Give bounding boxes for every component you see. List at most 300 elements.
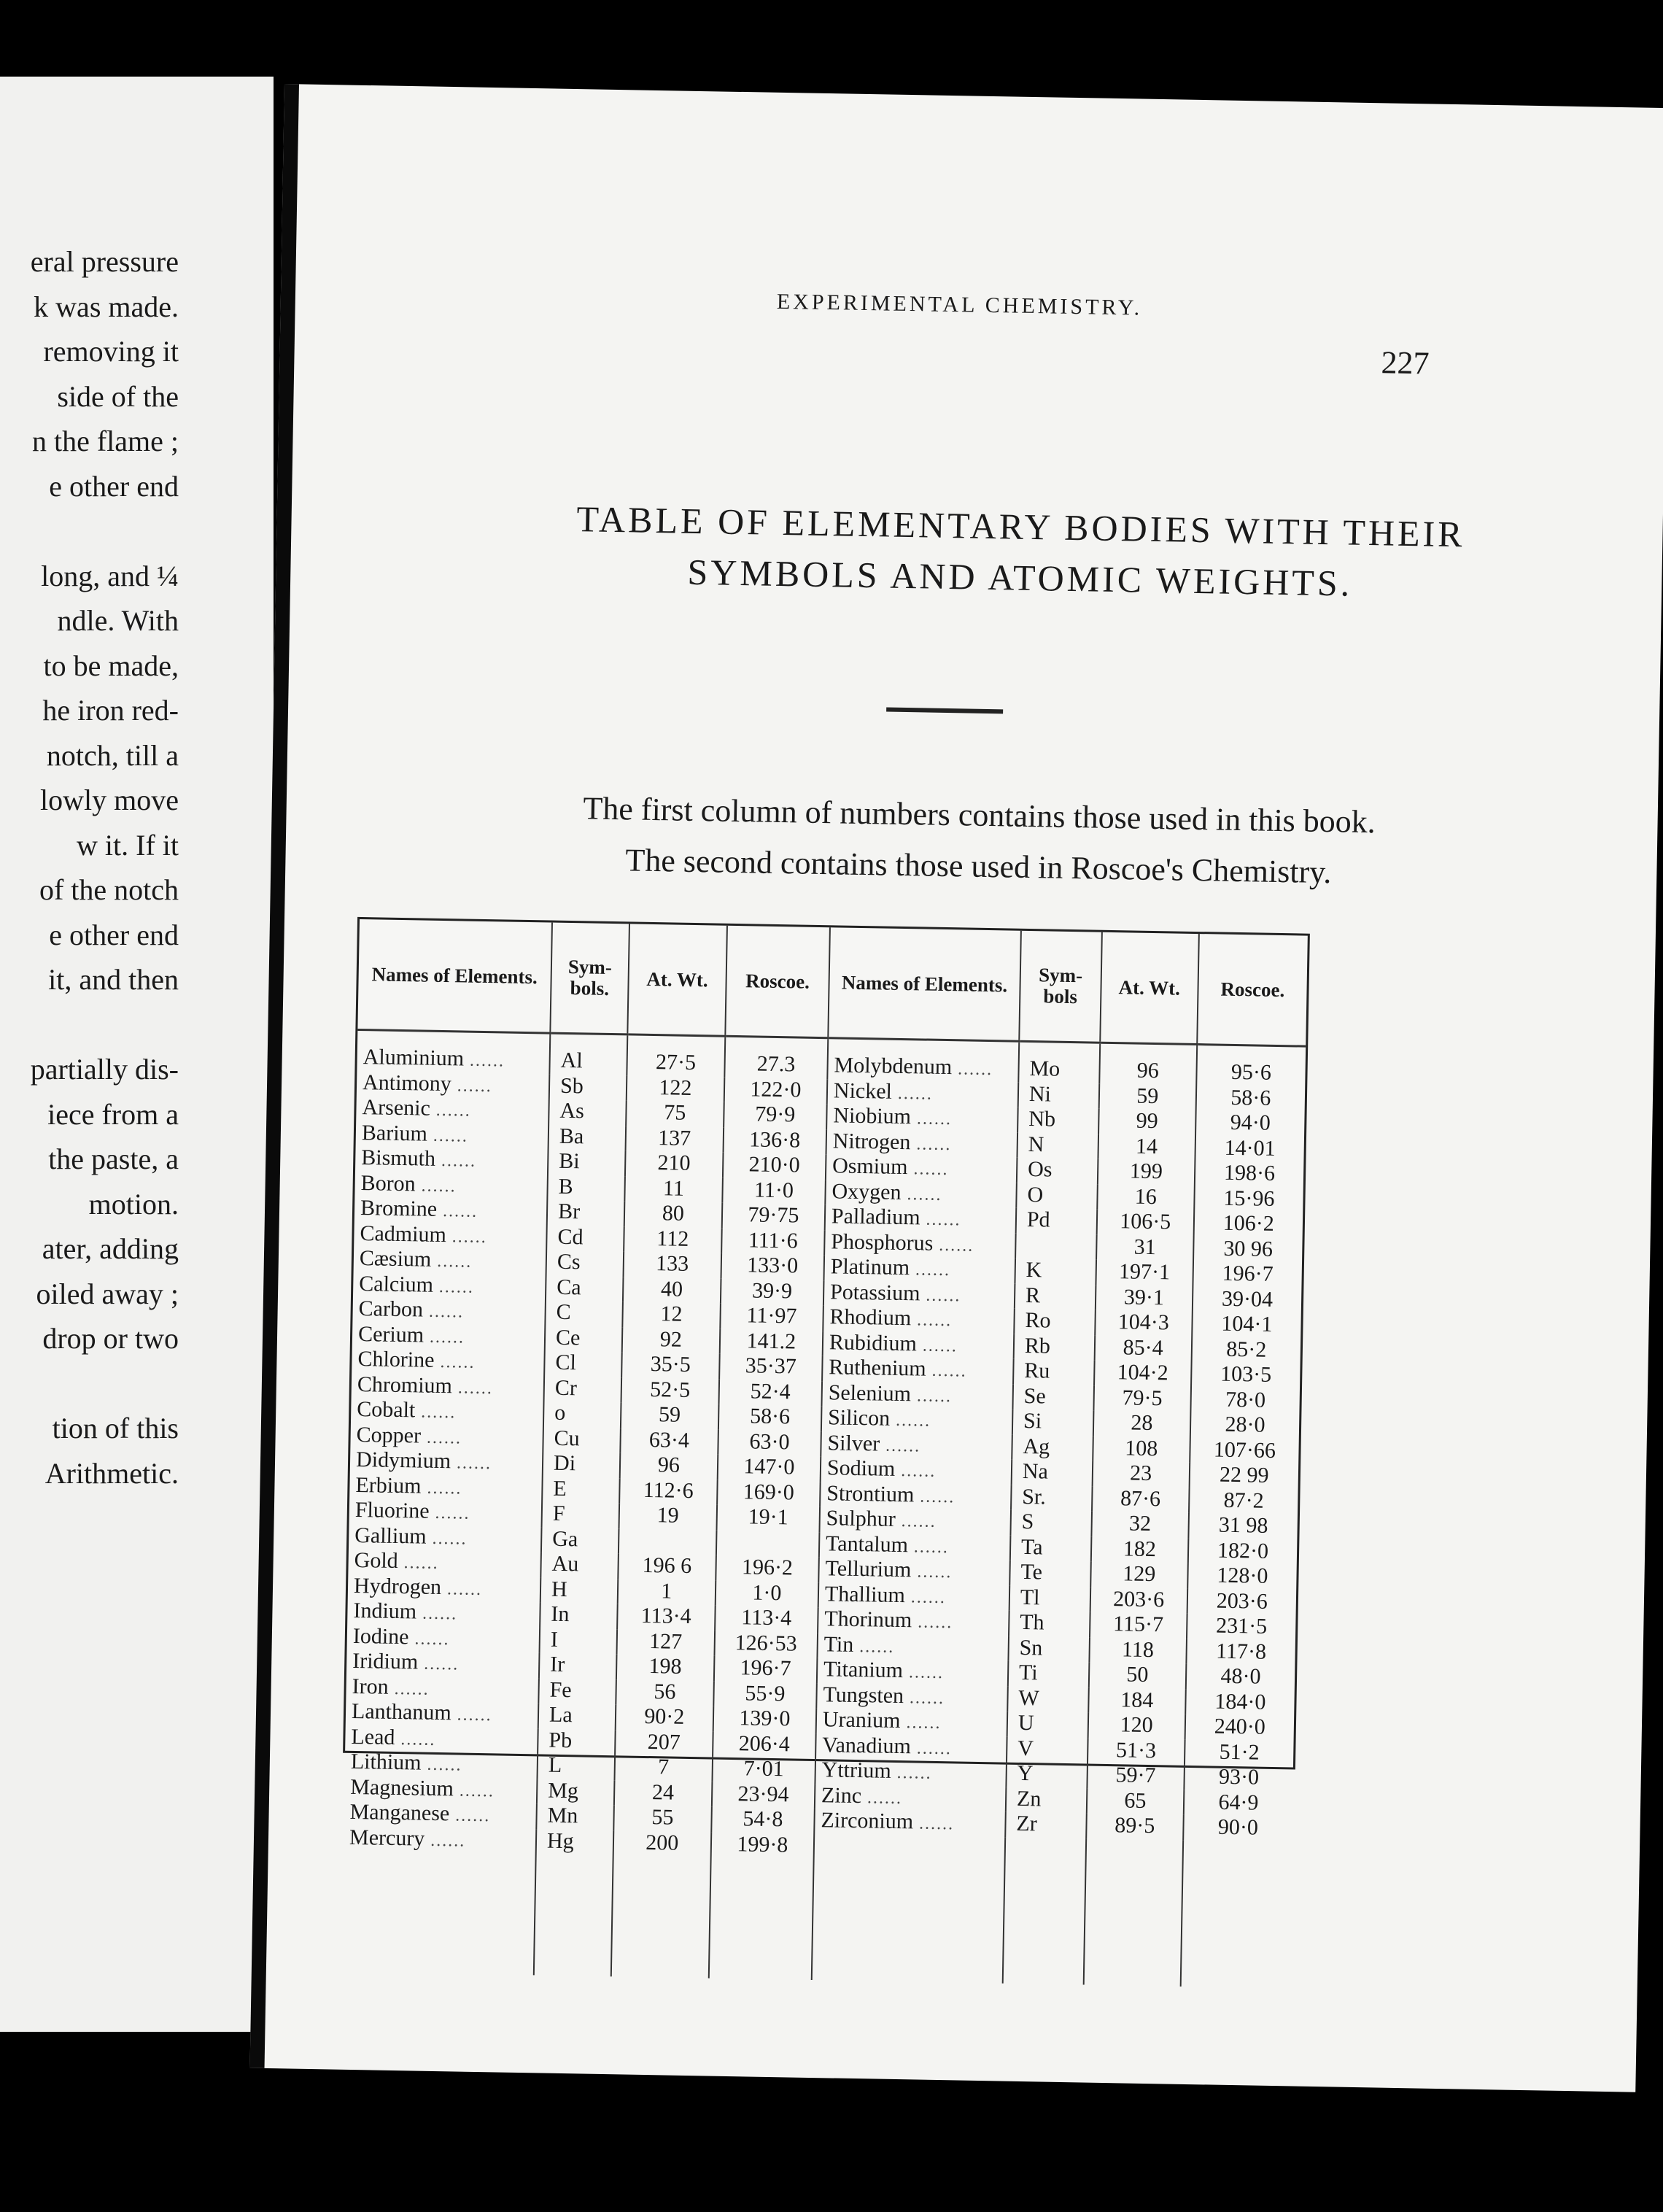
leader-dots: ...... — [902, 1663, 945, 1683]
right-roscoe-weight-cell: 64·9 — [1218, 1790, 1259, 1815]
element-name: Arsenic — [362, 1095, 431, 1121]
left-atomic-weight-cell: 196 6 — [618, 1553, 716, 1580]
left-roscoe-weight-cell: 11·97 — [720, 1304, 823, 1331]
right-atomic-weight-cell: 104·2 — [1094, 1361, 1192, 1388]
leader-dots: ...... — [910, 1310, 953, 1331]
leader-dots: ...... — [450, 1453, 492, 1474]
element-name: Carbon — [358, 1296, 424, 1322]
right-symbol-cell: Ag — [1012, 1434, 1093, 1461]
right-atomic-weight-cell: 106·5 — [1096, 1210, 1194, 1237]
right-atomic-weight-cell: 96 — [1099, 1043, 1197, 1085]
element-name: Zirconium — [821, 1808, 914, 1834]
element-name: Bismuth — [361, 1145, 436, 1171]
elements-table-frame — [343, 917, 1310, 1857]
right-roscoe-weight-cell: 94·0 — [1230, 1110, 1271, 1135]
left-symbol-cell: Mn — [536, 1803, 613, 1830]
element-name: Calcium — [359, 1271, 434, 1297]
left-symbol-cell: E — [542, 1477, 619, 1503]
right-symbol-cell: Sr. — [1011, 1485, 1092, 1511]
right-roscoe-weight-cell: 90·0 — [1217, 1814, 1259, 1840]
right-atomic-weight-cell: 89·5 — [1086, 1814, 1184, 1841]
left-symbol-cell: H — [540, 1577, 618, 1604]
leader-dots: ...... — [423, 1327, 465, 1347]
right-symbol-cell: V — [1007, 1736, 1088, 1763]
element-name: Thorinum — [824, 1606, 912, 1633]
table-header-row — [357, 919, 1307, 1046]
leader-dots: ...... — [441, 1579, 483, 1599]
leader-dots: ...... — [909, 1260, 951, 1280]
left-page-line: oiled away ; — [36, 1277, 179, 1310]
left-atomic-weight-cell: 52·5 — [621, 1377, 719, 1404]
element-name: Cæsium — [359, 1246, 432, 1272]
leader-dots: ...... — [920, 1210, 961, 1230]
right-element-name-cell — [827, 1038, 1019, 1083]
right-roscoe-weight-cell: 39·04 — [1221, 1286, 1274, 1312]
element-name: Niobium — [833, 1103, 912, 1129]
leader-dots: ...... — [415, 1402, 457, 1423]
left-roscoe-weight-cell — [716, 1530, 820, 1557]
leader-dots: ...... — [388, 1679, 430, 1699]
element-name: Palladium — [831, 1204, 920, 1230]
left-roscoe-weight-cell: 139·0 — [713, 1706, 817, 1733]
left-atomic-weight-cell: 207 — [615, 1730, 713, 1757]
right-symbol-cell: Zr — [1005, 1812, 1086, 1838]
left-symbol-cell: I — [540, 1628, 617, 1654]
right-roscoe-weight-cell: 104·1 — [1221, 1311, 1273, 1337]
left-page-line: iece from a — [47, 1097, 179, 1131]
element-name: Chlorine — [357, 1347, 435, 1372]
right-roscoe-weight-cell: 31 98 — [1218, 1512, 1268, 1538]
element-name: Uranium — [822, 1707, 901, 1733]
intro-line2: The second contains those used in Roscoe's Chemistry. — [625, 842, 1332, 891]
left-page — [0, 77, 274, 2032]
right-atomic-weight-cell: 14 — [1098, 1134, 1195, 1161]
left-atomic-weight-cell: 19 — [619, 1503, 717, 1530]
leader-dots: ...... — [920, 1285, 961, 1305]
left-atomic-weight-cell: 7 — [614, 1755, 713, 1782]
left-atomic-weight-cell: 80 — [624, 1201, 723, 1228]
left-roscoe-weight-cell: 7·01 — [712, 1757, 815, 1784]
left-atomic-weight-cell: 137 — [625, 1126, 724, 1153]
header-names: Names of Elements. — [357, 919, 552, 1033]
page-number: 227 — [1381, 344, 1430, 382]
element-name: Selenium — [828, 1380, 912, 1406]
left-page-line: the paste, a — [48, 1142, 179, 1175]
element-name: Magnesium — [349, 1774, 454, 1801]
element-name: Cadmium — [360, 1221, 447, 1247]
left-roscoe-weight-cell: 206·4 — [713, 1731, 816, 1758]
right-atomic-weight-cell — [1083, 1838, 1182, 1986]
element-name: Molybdenum — [834, 1053, 953, 1080]
element-name: Lanthanum — [351, 1698, 451, 1725]
right-atomic-weight-cell: 120 — [1088, 1713, 1185, 1740]
leader-dots: ...... — [451, 1075, 492, 1096]
leader-dots: ...... — [926, 1361, 967, 1381]
left-roscoe-weight-cell: 136·8 — [723, 1127, 826, 1154]
element-name: Iridium — [352, 1648, 419, 1674]
leader-dots: ...... — [426, 1528, 468, 1549]
left-atomic-weight-cell: 113·4 — [617, 1604, 716, 1631]
element-name: Boron — [360, 1170, 416, 1196]
right-roscoe-weight-cell: 22 99 — [1219, 1462, 1269, 1488]
left-page-line: tion of this — [52, 1412, 179, 1445]
leader-dots: ...... — [910, 1738, 953, 1758]
leader-dots: ...... — [951, 1059, 993, 1080]
leader-dots: ...... — [889, 1410, 931, 1431]
left-symbol-cell: Au — [540, 1552, 618, 1578]
leader-dots: ...... — [395, 1729, 436, 1749]
right-roscoe-weight-cell: 14·01 — [1224, 1135, 1276, 1161]
left-page-line: it, and then — [48, 963, 179, 996]
left-roscoe-weight-cell: 141.2 — [720, 1329, 823, 1356]
leader-dots: ...... — [449, 1806, 491, 1826]
right-roscoe-weight-cell: 196·7 — [1222, 1261, 1274, 1286]
title-rule — [886, 708, 1003, 714]
left-roscoe-weight-cell: 11·0 — [722, 1177, 826, 1204]
right-element-name-cell — [812, 1834, 1005, 1984]
leader-dots: ...... — [415, 1175, 457, 1196]
leader-dots: ...... — [429, 1503, 470, 1523]
left-atomic-weight-cell: 56 — [616, 1679, 714, 1706]
right-atomic-weight-cell: 197·1 — [1096, 1260, 1193, 1287]
element-name: Iodine — [352, 1623, 409, 1649]
left-page-line: lowly move — [40, 784, 179, 816]
right-symbol-cell: S — [1010, 1510, 1091, 1536]
left-symbol-cell: Al — [549, 1033, 627, 1075]
right-roscoe-weight-cell: 48·0 — [1220, 1663, 1261, 1689]
left-symbol-cell: Cs — [546, 1250, 624, 1277]
right-symbol-cell: Ta — [1010, 1535, 1091, 1561]
left-symbol-cell: In — [540, 1602, 617, 1628]
element-name: Phosphorus — [831, 1229, 934, 1256]
right-atomic-weight-cell: 28 — [1093, 1411, 1191, 1438]
left-roscoe-weight-cell: 63·0 — [718, 1429, 821, 1456]
right-atomic-weight-cell: 99 — [1098, 1109, 1196, 1136]
leader-dots: ...... — [910, 1385, 953, 1406]
right-roscoe-weight-cell: 182·0 — [1217, 1538, 1269, 1563]
leader-dots: ...... — [431, 1251, 473, 1272]
left-symbol-cell: Cl — [544, 1350, 621, 1377]
right-roscoe-weight-cell: 87·2 — [1223, 1488, 1264, 1513]
right-atomic-weight-cell: 199 — [1098, 1159, 1195, 1186]
right-roscoe-weight-cell: 51·2 — [1219, 1739, 1260, 1765]
left-symbol-cell: As — [548, 1099, 626, 1126]
running-head: EXPERIMENTAL CHEMISTRY. — [776, 289, 1143, 320]
left-atomic-weight-cell: 59 — [621, 1402, 719, 1429]
leader-dots: ...... — [430, 1100, 471, 1121]
right-roscoe-weight-cell: 240·0 — [1214, 1714, 1266, 1739]
left-roscoe-weight-cell: 210·0 — [723, 1153, 826, 1180]
right-roscoe-weight-cell: 85·2 — [1226, 1337, 1267, 1362]
right-symbol-cell: Zn — [1006, 1787, 1087, 1813]
element-name: Titanium — [823, 1657, 904, 1683]
element-name: Sodium — [826, 1455, 896, 1481]
left-symbol-cell: L — [538, 1753, 615, 1779]
leader-dots: ...... — [895, 1461, 937, 1481]
element-name: Didymium — [355, 1447, 451, 1474]
leader-dots: ...... — [435, 1151, 477, 1171]
element-name: Tantalum — [825, 1531, 909, 1557]
left-roscoe-weight-cell: 196·7 — [714, 1656, 818, 1683]
left-roscoe-weight-cell: 169·0 — [717, 1480, 821, 1507]
left-atomic-weight-cell: 112 — [624, 1226, 722, 1253]
element-name: Osmium — [832, 1153, 908, 1180]
left-symbol-cell: F — [542, 1501, 619, 1528]
left-symbol-cell: Bi — [548, 1150, 625, 1176]
right-atomic-weight-cell: 31 — [1096, 1234, 1194, 1261]
left-symbol-cell: Ce — [545, 1326, 622, 1352]
element-name: Gallium — [354, 1523, 427, 1549]
right-roscoe-weight-cell — [1180, 1840, 1292, 1988]
left-roscoe-weight-cell: 147·0 — [718, 1455, 821, 1482]
right-symbol-cell: Na — [1012, 1460, 1093, 1486]
right-atomic-weight-cell: 182 — [1091, 1536, 1189, 1563]
element-name: Gold — [354, 1547, 398, 1574]
element-name: Aluminium — [363, 1045, 465, 1071]
left-atomic-weight-cell: 90·2 — [616, 1704, 714, 1731]
right-symbol-cell: U — [1007, 1712, 1088, 1738]
leader-dots: ...... — [453, 1780, 495, 1801]
left-atomic-weight-cell: 40 — [623, 1277, 721, 1304]
right-atomic-weight-cell: 79·5 — [1093, 1385, 1191, 1412]
left-page-line: removing it — [43, 335, 179, 368]
leader-dots: ...... — [408, 1628, 450, 1649]
element-name: Sulphur — [826, 1506, 896, 1531]
left-roscoe-weight-cell: 27.3 — [724, 1036, 828, 1078]
element-name: Lithium — [350, 1749, 422, 1775]
left-symbol-cell: B — [547, 1175, 624, 1201]
leader-dots: ...... — [433, 1277, 475, 1297]
leader-dots: ...... — [436, 1201, 478, 1221]
header-at-wt-2: At. Wt. — [1100, 932, 1199, 1045]
left-atomic-weight-cell: 92 — [622, 1327, 721, 1354]
left-page-line: motion. — [88, 1187, 179, 1221]
leader-dots: ...... — [903, 1687, 945, 1708]
leader-dots: ...... — [421, 1478, 462, 1498]
element-name: Nitrogen — [832, 1128, 911, 1154]
right-roscoe-weight-cell: 203·6 — [1216, 1588, 1268, 1614]
header-roscoe: Roscoe. — [725, 926, 830, 1038]
left-roscoe-weight-cell: 58·6 — [718, 1404, 822, 1431]
left-symbol-cell: Ga — [541, 1527, 619, 1553]
elements-table — [341, 919, 1308, 1988]
left-symbol-cell: Fe — [538, 1678, 616, 1704]
left-symbol-cell: Br — [547, 1200, 624, 1226]
leader-dots: ...... — [853, 1636, 895, 1657]
right-symbol-cell: Ti — [1008, 1661, 1089, 1687]
left-atomic-weight-cell: 55 — [613, 1805, 712, 1832]
right-roscoe-weight-cell: 103·5 — [1220, 1361, 1272, 1387]
right-symbol-cell: R — [1015, 1283, 1096, 1310]
right-atomic-weight-cell: 50 — [1089, 1663, 1187, 1690]
right-symbol-cell — [1015, 1233, 1096, 1259]
left-atomic-weight-cell: 35·5 — [621, 1352, 720, 1379]
leader-dots: ...... — [434, 1352, 476, 1372]
header-symbols: Sym-bols. — [550, 923, 629, 1035]
right-page — [250, 84, 1663, 2092]
left-symbol-cell: Di — [543, 1451, 620, 1477]
left-roscoe-weight-cell: 196·2 — [716, 1555, 819, 1582]
left-symbol-cell: La — [538, 1703, 616, 1729]
leader-dots: ...... — [911, 1562, 953, 1582]
right-roscoe-weight-cell: 106·2 — [1222, 1210, 1275, 1236]
left-symbol-cell: Hg — [534, 1829, 613, 1976]
element-name: Rubidium — [829, 1329, 918, 1356]
leader-dots: ...... — [463, 1051, 505, 1071]
left-roscoe-weight-cell: 1·0 — [716, 1580, 819, 1607]
right-atomic-weight-cell: 39·1 — [1096, 1285, 1193, 1312]
left-roscoe-weight-cell: 54·8 — [711, 1807, 815, 1834]
leader-dots: ...... — [891, 1763, 932, 1783]
left-atomic-weight-cell: 122 — [627, 1075, 725, 1102]
leader-dots: ...... — [425, 1830, 466, 1851]
left-atomic-weight-cell: 12 — [622, 1302, 721, 1329]
left-page-line: ater, adding — [42, 1232, 179, 1265]
left-page-line: side of the — [57, 379, 179, 413]
element-name: Nickel — [833, 1078, 893, 1104]
leader-dots: ...... — [907, 1159, 949, 1180]
table-title-line1: TABLE OF ELEMENTARY BODIES WITH THEIR — [576, 498, 1466, 555]
right-atomic-weight-cell: 32 — [1091, 1512, 1189, 1539]
right-roscoe-weight-cell: 117·8 — [1215, 1639, 1267, 1664]
right-roscoe-weight-cell: 78·0 — [1225, 1387, 1266, 1412]
element-name: Tellurium — [825, 1556, 912, 1582]
header-at-wt: At. Wt. — [627, 924, 727, 1036]
right-symbol-cell: N — [1017, 1132, 1098, 1159]
element-name: Silver — [827, 1430, 880, 1456]
leader-dots: ...... — [895, 1511, 937, 1531]
right-atomic-weight-cell: 115·7 — [1090, 1612, 1187, 1639]
right-roscoe-weight-cell: 184·0 — [1214, 1689, 1266, 1714]
left-atomic-weight-cell: 63·4 — [620, 1428, 718, 1455]
leader-dots: ...... — [418, 1654, 460, 1674]
left-atomic-weight-cell: 210 — [625, 1151, 724, 1177]
leader-dots: ...... — [914, 1486, 955, 1507]
element-name: Vanadium — [822, 1732, 912, 1758]
left-atomic-weight-cell: 133 — [623, 1251, 721, 1278]
left-roscoe-weight-cell: 79·75 — [722, 1203, 826, 1230]
element-name: Bromine — [360, 1196, 438, 1221]
left-atomic-weight-cell: 24 — [614, 1780, 713, 1807]
leader-dots: ...... — [900, 1713, 942, 1733]
right-atomic-weight-cell: 59 — [1098, 1083, 1196, 1110]
right-symbol-cell: Sn — [1008, 1636, 1089, 1662]
right-atomic-weight-cell: 65 — [1087, 1788, 1185, 1815]
element-name: Tungsten — [823, 1682, 904, 1708]
right-symbol-cell: Y — [1006, 1762, 1087, 1788]
element-name: Indium — [353, 1598, 417, 1624]
left-roscoe-weight-cell: 122·0 — [724, 1077, 828, 1104]
right-symbol-cell: Ni — [1018, 1082, 1099, 1108]
leader-dots: ...... — [451, 1705, 492, 1725]
left-page-line: partially dis- — [30, 1053, 179, 1086]
leader-dots: ...... — [904, 1587, 947, 1607]
element-name: Ruthenium — [829, 1355, 926, 1381]
element-name: Strontium — [826, 1480, 915, 1507]
left-page-line: eral pressure — [30, 245, 179, 278]
element-name: Antimony — [362, 1070, 452, 1096]
left-page-line: long, and ¼ — [41, 559, 179, 592]
right-symbol-cell: Se — [1012, 1384, 1093, 1410]
leader-dots: ...... — [912, 1814, 955, 1834]
right-symbol-cell: Th — [1009, 1611, 1090, 1637]
left-page-line: of the notch — [39, 873, 179, 906]
leader-dots: ...... — [398, 1553, 439, 1574]
left-atomic-weight-cell: 198 — [616, 1654, 715, 1681]
table-title-line2: SYMBOLS AND ATOMIC WEIGHTS. — [687, 551, 1353, 604]
leader-dots: ...... — [910, 1134, 952, 1154]
right-atomic-weight-cell: 118 — [1089, 1637, 1187, 1664]
left-roscoe-weight-cell: 55·9 — [713, 1681, 817, 1708]
element-name: Erbium — [355, 1472, 422, 1498]
left-atomic-weight-cell: 112·6 — [619, 1478, 718, 1505]
leader-dots: ...... — [933, 1235, 974, 1256]
right-symbol-cell: Ro — [1014, 1309, 1095, 1335]
element-name: Hydrogen — [353, 1573, 442, 1599]
left-page-line: to be made, — [43, 649, 179, 682]
element-name: Thallium — [824, 1581, 906, 1607]
leader-dots: ...... — [910, 1109, 953, 1129]
right-atomic-weight-cell: 104·3 — [1095, 1310, 1193, 1337]
left-page-line: e other end — [49, 469, 179, 503]
right-roscoe-weight-cell: 58·6 — [1230, 1085, 1271, 1110]
right-atomic-weight-cell: 87·6 — [1092, 1486, 1190, 1513]
right-atomic-weight-cell: 184 — [1088, 1687, 1186, 1714]
left-symbol-cell: o — [543, 1401, 621, 1427]
leader-dots: ...... — [416, 1604, 458, 1624]
right-atomic-weight-cell: 59·7 — [1087, 1763, 1185, 1790]
leader-dots: ...... — [879, 1436, 921, 1456]
left-symbol-cell: Ca — [546, 1275, 623, 1302]
leader-dots: ...... — [901, 1184, 942, 1204]
right-roscoe-weight-cell: 231·5 — [1215, 1613, 1268, 1639]
leader-dots: ...... — [907, 1536, 950, 1557]
left-symbol-cell: C — [545, 1301, 622, 1327]
table-body — [341, 1029, 1306, 1987]
leader-dots: ...... — [446, 1226, 488, 1247]
left-atomic-weight-cell: 96 — [620, 1453, 718, 1480]
element-name: Zinc — [821, 1782, 862, 1808]
right-atomic-weight-cell: 16 — [1097, 1184, 1195, 1211]
element-name: Copper — [356, 1422, 422, 1448]
right-atomic-weight-cell: 108 — [1093, 1436, 1190, 1463]
element-name: Rhodium — [829, 1304, 912, 1331]
left-roscoe-weight-cell: 35·37 — [719, 1354, 823, 1381]
right-symbol-cell: Mo — [1018, 1041, 1100, 1083]
left-page-line: e other end — [49, 918, 179, 951]
element-name: Cobalt — [357, 1397, 416, 1423]
header-roscoe-2: Roscoe. — [1197, 934, 1308, 1046]
right-roscoe-weight-cell: 95·6 — [1230, 1059, 1272, 1085]
left-atomic-weight-cell — [619, 1528, 717, 1555]
left-atomic-weight-cell: 75 — [626, 1100, 724, 1127]
leader-dots: ...... — [912, 1612, 953, 1633]
left-symbol-cell: Pb — [538, 1728, 615, 1755]
left-symbol-cell: Cd — [546, 1225, 624, 1251]
right-symbol-cell: Si — [1012, 1409, 1093, 1436]
left-atomic-weight-cell: 11 — [624, 1176, 723, 1203]
right-atomic-weight-cell: 85·4 — [1094, 1335, 1192, 1362]
left-roscoe-weight-cell: 52·4 — [718, 1379, 822, 1406]
left-page-line: w it. If it — [77, 828, 179, 862]
left-page-line: notch, till a — [46, 738, 179, 772]
right-atomic-weight-cell: 129 — [1090, 1562, 1188, 1589]
element-name: Chromium — [357, 1372, 453, 1398]
intro-line1: The first column of numbers contains those used in this book. — [583, 790, 1376, 840]
right-symbol-cell: O — [1016, 1183, 1097, 1209]
right-symbol-cell: Rb — [1014, 1334, 1095, 1360]
right-roscoe-weight-cell: 15·96 — [1223, 1186, 1275, 1211]
